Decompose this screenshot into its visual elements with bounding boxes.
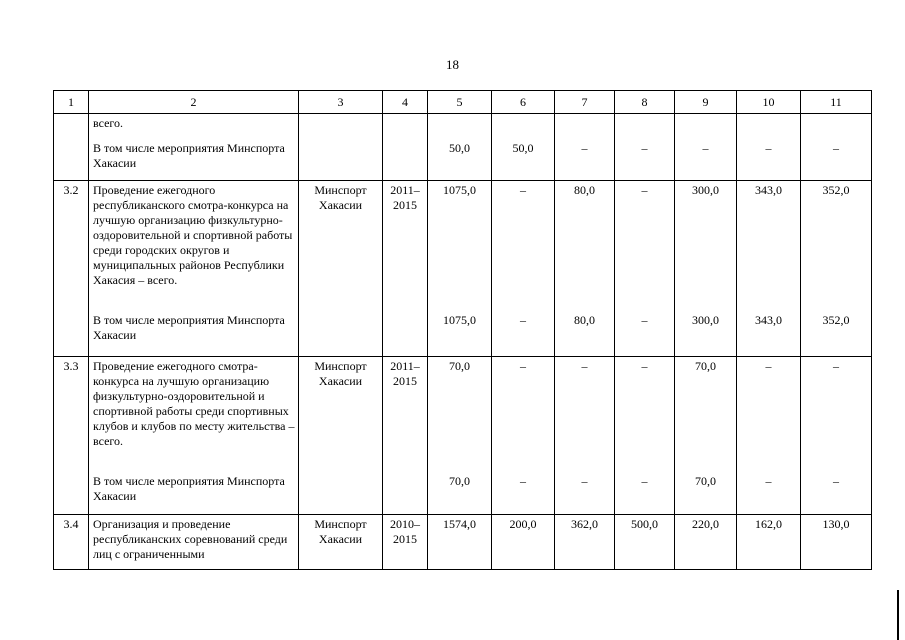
main-value: 162,0 [737,515,801,570]
header-cell: 2 [89,91,299,114]
main-value: – [520,183,526,197]
main-value [804,116,868,131]
main-value: 500,0 [615,515,675,570]
header-cell: 11 [801,91,872,114]
row-number: 3.4 [54,515,89,570]
sub-value: – [641,313,648,327]
executor: Минспорт Хакасии [299,357,383,515]
sub-value: 80,0 [574,313,595,327]
item-name-cell [89,114,299,181]
main-value: 362,0 [555,515,615,570]
value-cell [801,357,872,515]
main-value: 220,0 [675,515,737,570]
header-cell: 5 [428,91,492,114]
main-value: 300,0 [692,183,719,197]
header-cell: 6 [492,91,555,114]
value-cell [492,114,555,181]
value-cell [492,357,555,515]
value-cell [675,181,737,357]
sub-value: – [765,474,772,488]
sub-value: 343,0 [755,313,782,327]
main-value: – [520,359,526,373]
sub-value: 50,0 [449,141,470,155]
main-value: 1574,0 [428,515,492,570]
main-value: – [641,359,648,373]
sub-value: – [702,141,709,155]
main-value: 343,0 [755,183,782,197]
value-cell [555,357,615,515]
value-cell [737,181,801,357]
main-value: 70,0 [449,359,470,373]
value-cell [428,357,492,515]
sub-value: – [581,141,588,155]
table-row [54,181,872,357]
page-number: 18 [446,57,459,72]
sub-value: 300,0 [692,313,719,327]
value-cell [428,181,492,357]
value-cell [555,114,615,181]
main-value [618,116,671,131]
main-value: – [581,359,588,373]
table-row [54,515,872,570]
item-name-cell [89,181,299,357]
header-cell: 10 [737,91,801,114]
sub-value: – [520,474,526,488]
sub-value: 70,0 [449,474,470,488]
main-value [678,116,733,131]
item-sub-name: В том числе мероприятия Минспорта Хакасии [93,141,285,170]
item-name-cell [89,515,299,570]
header-cell: 7 [555,91,615,114]
value-cell [428,114,492,181]
period [383,114,428,181]
sub-value: – [641,474,648,488]
header-cell: 3 [299,91,383,114]
header-cell: 8 [615,91,675,114]
header-cell: 1 [54,91,89,114]
value-cell [801,114,872,181]
item-sub-name: В том числе мероприятия Минспорта Хакасии [93,313,285,342]
value-cell [555,181,615,357]
main-value: – [641,183,648,197]
sub-value: 1075,0 [443,313,476,327]
value-cell [615,357,675,515]
main-value [495,116,551,131]
value-cell [492,181,555,357]
main-value: 1075,0 [443,183,476,197]
value-cell [675,114,737,181]
period: 2010–2015 [383,515,428,570]
sub-value: 50,0 [512,141,534,155]
table-row [54,114,872,181]
item-name: Проведение ежегодного смотра-конкурса на лучшую организацию физкультурно-оздоровительной и спортивной работы среди спортивных клубов и клубов по месту жительства – всего. [93,359,295,448]
sub-value: – [520,313,526,327]
sub-value: 70,0 [695,474,716,488]
header-row [54,91,872,114]
main-value: – [833,359,839,373]
sub-value: 352,0 [822,313,850,327]
sub-value: – [833,474,839,488]
table-row [54,357,872,515]
main-value: 130,0 [801,515,872,570]
item-sub-name: В том числе мероприятия Минспорта Хакасии [93,474,285,503]
row-number [54,114,89,181]
item-name: Организация и проведение республиканских соревнований среди лиц с ограниченными [93,517,288,561]
value-cell [801,181,872,357]
sub-value: – [765,141,772,155]
item-name: Проведение ежегодного республиканского смотра-конкурса на лучшую организацию физкультурно-оздоровительной и спортивной работы среди городских округов и муниципальных районов Республики Хакасия – всего. [93,183,293,287]
executor: Минспорт Хакасии [299,181,383,357]
value-cell [737,114,801,181]
row-number: 3.3 [54,357,89,515]
value-cell [737,357,801,515]
scan-edge-mark [897,590,899,640]
main-value: 352,0 [822,183,850,197]
main-value: – [765,359,772,373]
main-value: 80,0 [574,183,595,197]
item-name: всего. [93,116,124,130]
period: 2011–2015 [383,357,428,515]
value-cell [615,114,675,181]
sub-value: – [641,141,648,155]
main-value [431,116,488,131]
row-number: 3.2 [54,181,89,357]
executor: Минспорт Хакасии [299,515,383,570]
main-value: 200,0 [492,515,555,570]
header-cell: 4 [383,91,428,114]
sub-value: – [581,474,588,488]
sub-value: – [833,141,839,155]
period: 2011–2015 [383,181,428,357]
main-value [558,116,611,131]
main-value [740,116,797,131]
header-cell: 9 [675,91,737,114]
value-cell [675,357,737,515]
item-name-cell [89,357,299,515]
value-cell [615,181,675,357]
main-value: 70,0 [695,359,716,373]
executor [299,114,383,181]
budget-table [53,90,872,570]
